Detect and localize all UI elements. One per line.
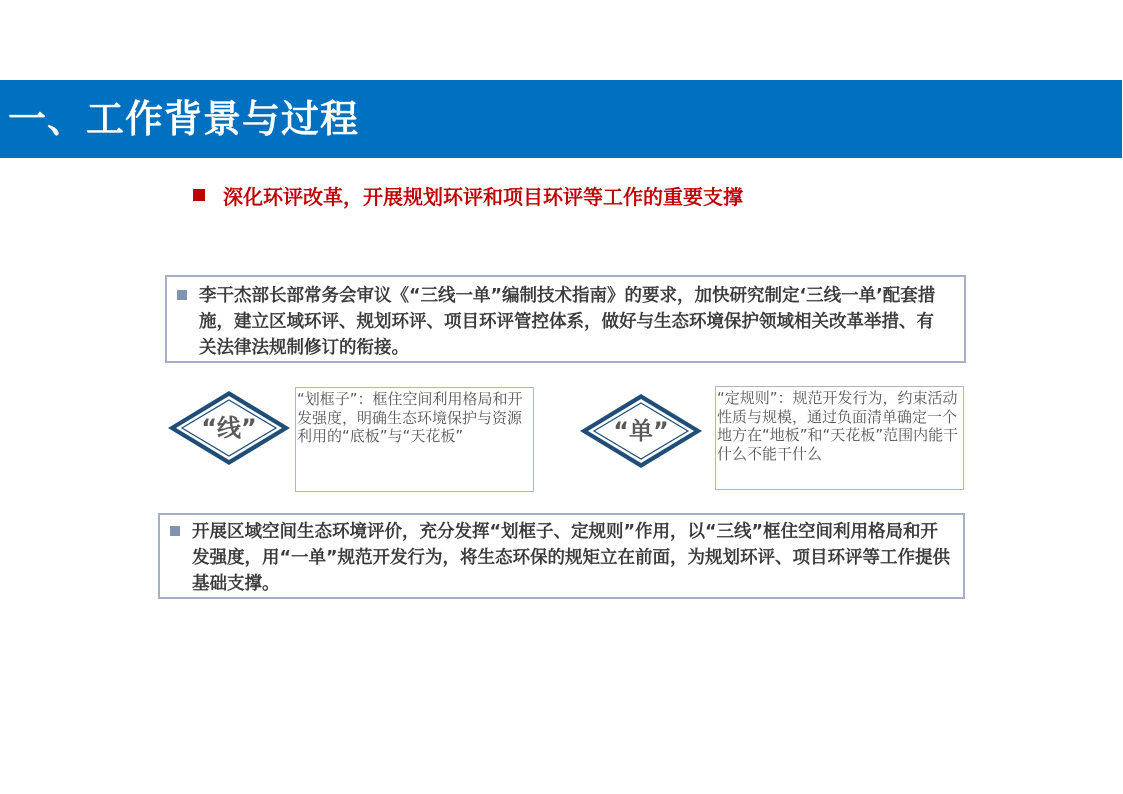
unit-description-box bbox=[715, 386, 964, 490]
unit-diamond bbox=[578, 392, 704, 470]
title-banner bbox=[0, 80, 1122, 158]
bottom-box-text: 开展区域空间生态环境评价，充分发挥“划框子、定规则”作用，以“三线”框住空间利用格局和开发强度，用“一单”规范开发行为，将生态环保的规矩立在前面，为规划环评、项目环评等工作提供基础支撑。 bbox=[192, 522, 950, 594]
line-description-text: “划框子”：框住空间利用格局和开发强度，明确生态环境保护与资源利用的“底板”与“天花板” bbox=[297, 390, 523, 445]
section-subtitle bbox=[193, 181, 743, 209]
line-label: “线” bbox=[201, 414, 257, 442]
top-box-text: 李干杰部长部常务会审议《“三线一单”编制技术指南》的要求，加快研究制定‘三线一单’配套措施，建立区域环评、规划环评、项目环评管控体系，做好与生态环境保护领域相关改革举措、有关法律法规制修订的衔接。 bbox=[199, 286, 936, 358]
square-bullet-icon bbox=[170, 526, 180, 536]
unit-label: “单” bbox=[613, 417, 669, 445]
line-description-box bbox=[295, 387, 534, 492]
unit-description-text: “定规则”：规范开发行为，约束活动性质与规模，通过负面清单确定一个地方在“地板”和“天花板”范围内能干什么不能干什么 bbox=[717, 389, 959, 463]
line-diamond bbox=[166, 389, 292, 467]
page-title: 一、工作背景与过程 bbox=[8, 97, 360, 141]
top-box-row bbox=[177, 283, 947, 361]
square-bullet-icon bbox=[177, 290, 187, 300]
bottom-box-row bbox=[170, 519, 955, 597]
top-text-box bbox=[165, 275, 966, 363]
square-bullet-icon bbox=[193, 189, 205, 201]
subtitle-text: 深化环评改革，开展规划环评和项目环评等工作的重要支撑 bbox=[223, 184, 743, 209]
bottom-text-box bbox=[158, 513, 965, 599]
